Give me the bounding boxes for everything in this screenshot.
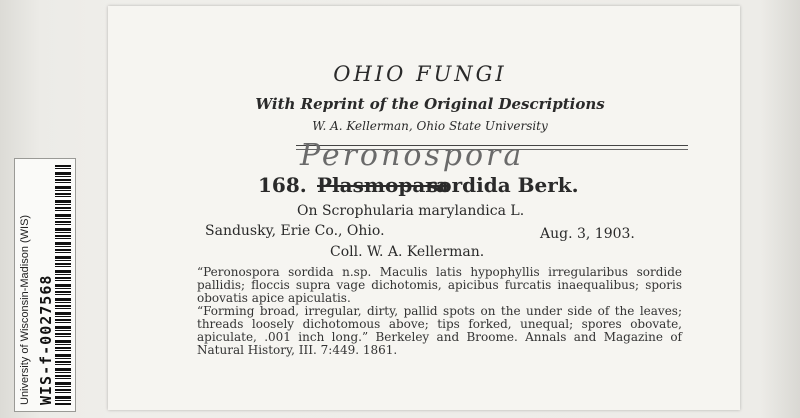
species-name: sordida Berk. bbox=[427, 173, 579, 197]
catalog-id: WIS-f-0027568 bbox=[37, 274, 55, 405]
barcode-label bbox=[14, 158, 76, 412]
label-author: W. A. Kellerman, Ohio State University bbox=[312, 119, 548, 133]
handwritten-annotation: Peronospora bbox=[300, 138, 525, 173]
label-title: OHIO FUNGI bbox=[333, 62, 507, 86]
host-text: On Scrophularia marylandica L. bbox=[297, 203, 525, 219]
english-description: “Forming broad, irregular, dirty, pallid spots on the under side of the leaves; threads loosely dichotomous above; tips forked, unequal; spores obovate, apiculate, .001 inch long.” Berkeley and Broome. Annals and Magazine of Natural History, III. 7:449. 1861. bbox=[197, 304, 682, 357]
genus-name: Plasmopara bbox=[317, 173, 449, 197]
institution-text: University of Wisconsin-Madison (WIS) bbox=[19, 214, 31, 405]
latin-description: “Peronospora sordida n.sp. Maculis latis hypophyllis irregularibus sordide pallidis; floccis supra vage dichotomis, apicibus furcatis inaequalibus; sporis obovatis apice apiculatis. bbox=[197, 265, 682, 305]
specimen-number: 168. bbox=[258, 173, 307, 197]
label-subtitle: With Reprint of the Original Descriptions bbox=[255, 95, 605, 113]
collector-text: Coll. W. A. Kellerman. bbox=[330, 244, 485, 260]
collection-date: Aug. 3, 1903. bbox=[540, 226, 635, 242]
locality-text: Sandusky, Erie Co., Ohio. bbox=[205, 223, 385, 239]
barcode-bars bbox=[55, 165, 71, 405]
